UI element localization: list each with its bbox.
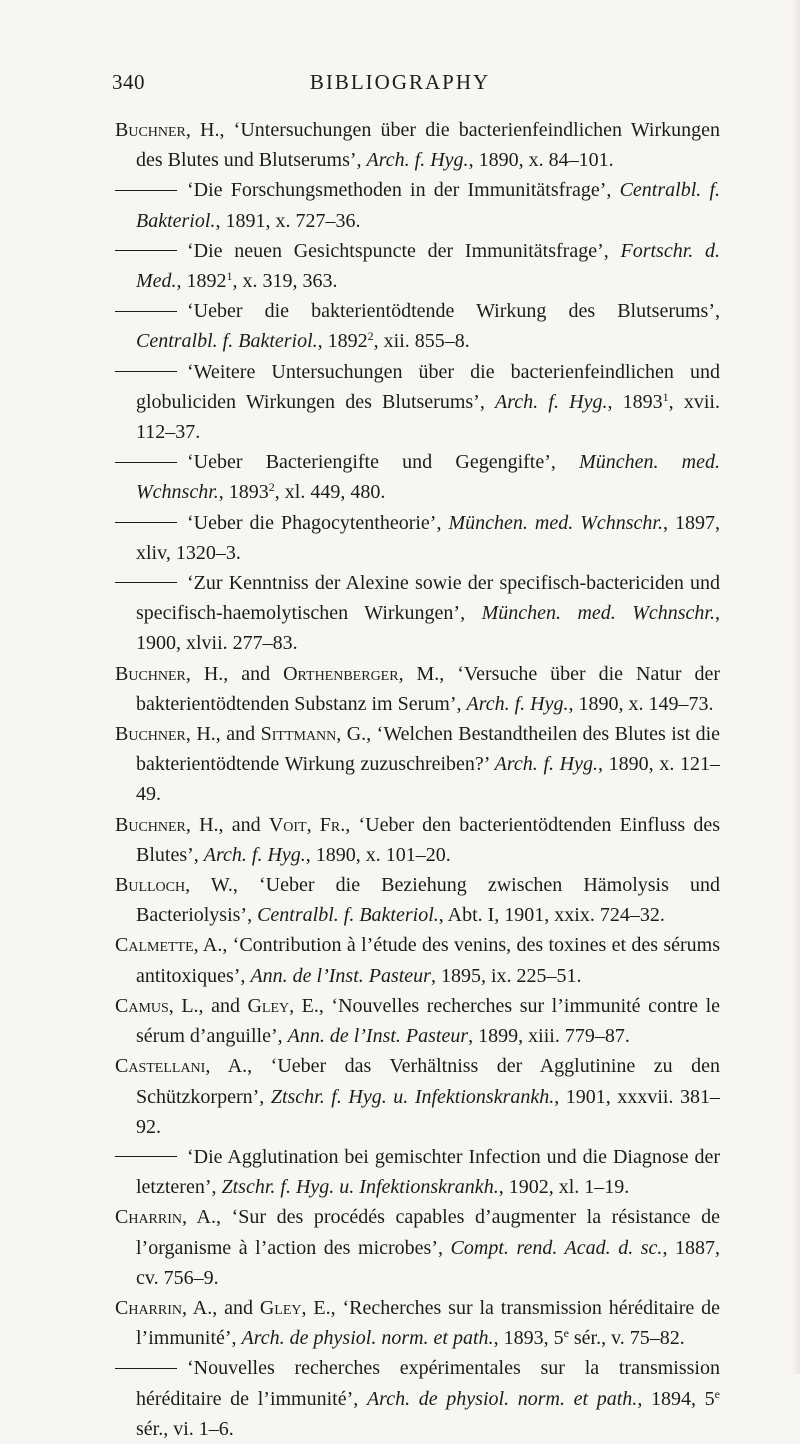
bibliography-entry <box>115 357 720 448</box>
ditto-dash <box>115 371 177 372</box>
author-conjunction: and <box>211 994 248 1017</box>
entry-journal: Centralbl. f. Bakteriol. <box>136 179 721 232</box>
entry-coauthor: Sittmann, G., <box>260 723 372 746</box>
entry-title: ‘Untersuchungen über die bacterienfeindlichen Wirkungen des Blutes und Blutserums’, <box>136 119 721 172</box>
entry-journal: Arch. f. Hyg. <box>494 753 599 776</box>
entry-title: ‘Versuche über die Natur der bakterientödtenden Substanz im Serum’, <box>136 662 721 715</box>
entry-title: ‘Ueber die Phagocytentheorie’, <box>187 511 449 534</box>
bibliography-entry <box>115 175 720 235</box>
entry-title: ‘Nouvelles recherches expérimentales sur la transmission héréditaire de l’immunité’, <box>136 1357 720 1410</box>
entry-coauthor: Voit, Fr., <box>268 813 351 836</box>
entry-author: Buchner, H., <box>115 723 221 746</box>
ditto-dash <box>115 522 177 523</box>
entry-journal: München. med. Wchnschr. <box>136 451 721 504</box>
entry-author: Bulloch, W., <box>115 874 238 897</box>
author-conjunction: and <box>241 662 284 685</box>
entry-journal: Compt. rend. Acad. d. sc. <box>450 1236 663 1259</box>
bibliography-entry <box>115 508 720 568</box>
entry-citation-rest: sér., v. 75–82. <box>568 1327 685 1350</box>
entry-citation: , 1890, x. 101–20. <box>305 843 451 866</box>
entry-title: ‘Nouvelles recherches sur l’immunité contre le sérum d’anguille’, <box>136 994 721 1048</box>
entry-journal: Arch. f. Hyg. <box>466 692 569 715</box>
entry-journal: Arch. f. Hyg. <box>495 390 608 413</box>
entry-author: Charrin, A., <box>115 1296 218 1319</box>
entry-title: ‘Die Forschungsmethoden in der Immunitätsfrage’, <box>187 179 620 202</box>
entry-citation-rest: , xii. 855–8. <box>373 330 470 353</box>
entry-title: ‘Ueber Bacteriengifte und Gegengifte’, <box>187 451 580 474</box>
entry-title: ‘Die Agglutination bei gemischter Infection und die Diagnose der letzteren’, <box>136 1145 720 1199</box>
entry-citation: , 1893 <box>218 481 269 504</box>
entry-journal: Arch. f. Hyg. <box>203 843 306 866</box>
bibliography-entry <box>115 1142 720 1202</box>
entry-journal: Ztschr. f. Hyg. u. Infektionskrankh. <box>270 1085 555 1108</box>
entry-journal: Arch. de physiol. norm. et path. <box>366 1387 638 1410</box>
ditto-dash <box>115 190 177 191</box>
entry-author: Buchner, H., <box>115 119 225 141</box>
bibliography-entry <box>115 719 720 810</box>
entry-journal: Arch. f. Hyg. <box>366 149 469 172</box>
entry-citation: , 1894, 5 <box>637 1387 715 1410</box>
entry-title: ‘Weitere Untersuchungen über die bacterienfeindlichen und globuliciden Wirkungen des Blutserums’, <box>136 360 720 413</box>
entry-author: Camus, L., <box>115 994 204 1017</box>
entry-author: Charrin, A., <box>115 1206 221 1229</box>
entry-superscript: e <box>714 1386 720 1401</box>
entry-journal: Centralbl. f. Bakteriol. <box>136 330 318 353</box>
entry-citation-rest: , xvii. 112–37. <box>136 390 720 444</box>
entry-title: ‘Die neuen Gesichtspuncte der Immunitätsfrage’, <box>187 239 621 262</box>
bibliography-entry <box>115 1353 720 1444</box>
entry-citation: , Abt. I, 1901, xxix. 724–32. <box>438 904 665 927</box>
page-number: 340 <box>112 70 145 94</box>
entry-citation: , 1890, x. 84–101. <box>468 149 614 172</box>
entry-journal: München. med. Wchnschr. <box>481 602 715 625</box>
bibliography-entry <box>115 1051 720 1142</box>
entry-journal: Ann. de l’Inst. Pasteur <box>287 1025 469 1048</box>
entry-coauthor: Orthenberger, M., <box>283 662 445 685</box>
ditto-dash <box>115 311 177 312</box>
entry-superscript: 2 <box>268 480 275 495</box>
entry-superscript: e <box>563 1326 569 1341</box>
entry-journal: Ann. de l’Inst. Pasteur <box>250 964 431 987</box>
entry-citation: , 1892 <box>176 270 227 293</box>
entry-journal: München. med. Wchnschr. <box>448 511 663 534</box>
entry-author: Buchner, H., <box>115 662 229 685</box>
entry-coauthor: Gley, E., <box>259 1296 336 1319</box>
entry-citation: , 1900, xlvii. 277–83. <box>136 602 720 655</box>
entry-citation: , 1899, xiii. 779–87. <box>468 1025 630 1048</box>
entry-citation: , 1897, xliv, 1320–3. <box>136 511 721 564</box>
author-conjunction: and <box>231 813 269 836</box>
bibliography-entry <box>115 810 720 870</box>
bibliography-entry <box>115 447 720 507</box>
entry-author: Buchner, H., <box>115 813 224 836</box>
entry-citation-rest: sér., vi. 1–6. <box>136 1417 234 1440</box>
entry-citation: , 1891, x. 727–36. <box>215 209 361 232</box>
running-title: BIBLIOGRAPHY <box>309 70 491 94</box>
entry-citation: , 1893 <box>607 390 663 413</box>
page-edge-shadow <box>792 0 800 1374</box>
entry-title: ‘Recherches sur la transmission héréditaire de l’immunité’, <box>136 1296 720 1350</box>
entry-citation: , 1895, ix. 225–51. <box>430 964 582 987</box>
bibliography-entry <box>115 930 720 990</box>
entry-superscript: 1 <box>662 389 669 404</box>
ditto-dash <box>115 1368 177 1369</box>
ditto-dash <box>115 462 177 463</box>
entry-superscript: 2 <box>367 329 374 344</box>
author-conjunction: and <box>226 723 261 746</box>
entry-author: Calmette, A., <box>115 934 228 957</box>
entry-title: ‘Ueber das Verhältniss der Agglutinine zu den Schützkorpern’, <box>136 1055 721 1108</box>
entry-citation: , 1890, x. 149–73. <box>568 692 714 715</box>
entry-citation: , 1890, x. 121–49. <box>136 753 721 806</box>
entry-author: Castellani, A., <box>115 1055 253 1078</box>
entry-title: ‘Sur des procédés capables d’augmenter la résistance de l’organisme à l’action des microbes’, <box>136 1206 721 1259</box>
entry-coauthor: Gley, E., <box>247 994 324 1017</box>
entry-citation: , 1887, cv. 756–9. <box>136 1236 720 1289</box>
running-head <box>0 70 800 100</box>
bibliography-list <box>115 115 720 1444</box>
bibliography-entry <box>115 870 720 930</box>
bibliography-entry <box>115 659 720 719</box>
entry-citation: , 1902, xl. 1–19. <box>498 1176 630 1199</box>
entry-title: ‘Ueber den bacterientödtenden Einfluss des Blutes’, <box>136 813 721 866</box>
ditto-dash <box>115 1156 177 1157</box>
entry-title: ‘Ueber die Beziehung zwischen Hämolysis und Bacteriolysis’, <box>136 874 721 927</box>
entry-citation: , 1893, 5 <box>493 1327 564 1350</box>
author-conjunction: and <box>224 1296 260 1319</box>
bibliography-entry <box>115 296 720 356</box>
entry-citation: , 1892 <box>317 330 368 353</box>
entry-journal: Ztschr. f. Hyg. u. Infektionskrankh. <box>221 1176 499 1199</box>
entry-title: ‘Zur Kenntniss der Alexine sowie der specifisch-bactericiden und specifisch-haemolytischen Wirkungen’, <box>136 572 720 625</box>
entry-title: ‘Contribution à l’étude des venins, des toxines et des sérums antitoxiques’, <box>136 934 721 987</box>
entry-title: ‘Ueber die bakterientödtende Wirkung des Blutserums’, <box>187 300 720 323</box>
entry-journal: Fortschr. d. Med. <box>136 239 720 293</box>
bibliography-entry <box>115 236 720 296</box>
bibliography-entry <box>115 1293 720 1353</box>
ditto-dash <box>115 250 177 251</box>
ditto-dash <box>115 582 177 583</box>
entry-citation-rest: , xl. 449, 480. <box>274 481 386 504</box>
entry-citation: , 1901, xxxvii. 381–92. <box>136 1085 720 1138</box>
bibliography-entry <box>115 568 720 659</box>
entry-title: ‘Welchen Bestandtheilen des Blutes ist die bakterientödtende Wirkung zuzuschreiben?’ <box>136 723 721 776</box>
bibliography-entry <box>115 115 720 175</box>
entry-journal: Arch. de physiol. norm. et path. <box>241 1327 494 1350</box>
bibliography-entry <box>115 1202 720 1293</box>
bibliography-entry <box>115 991 720 1051</box>
entry-citation-rest: , x. 319, 363. <box>232 270 338 293</box>
entry-superscript: 1 <box>226 269 233 284</box>
entry-journal: Centralbl. f. Bakteriol. <box>257 904 439 927</box>
